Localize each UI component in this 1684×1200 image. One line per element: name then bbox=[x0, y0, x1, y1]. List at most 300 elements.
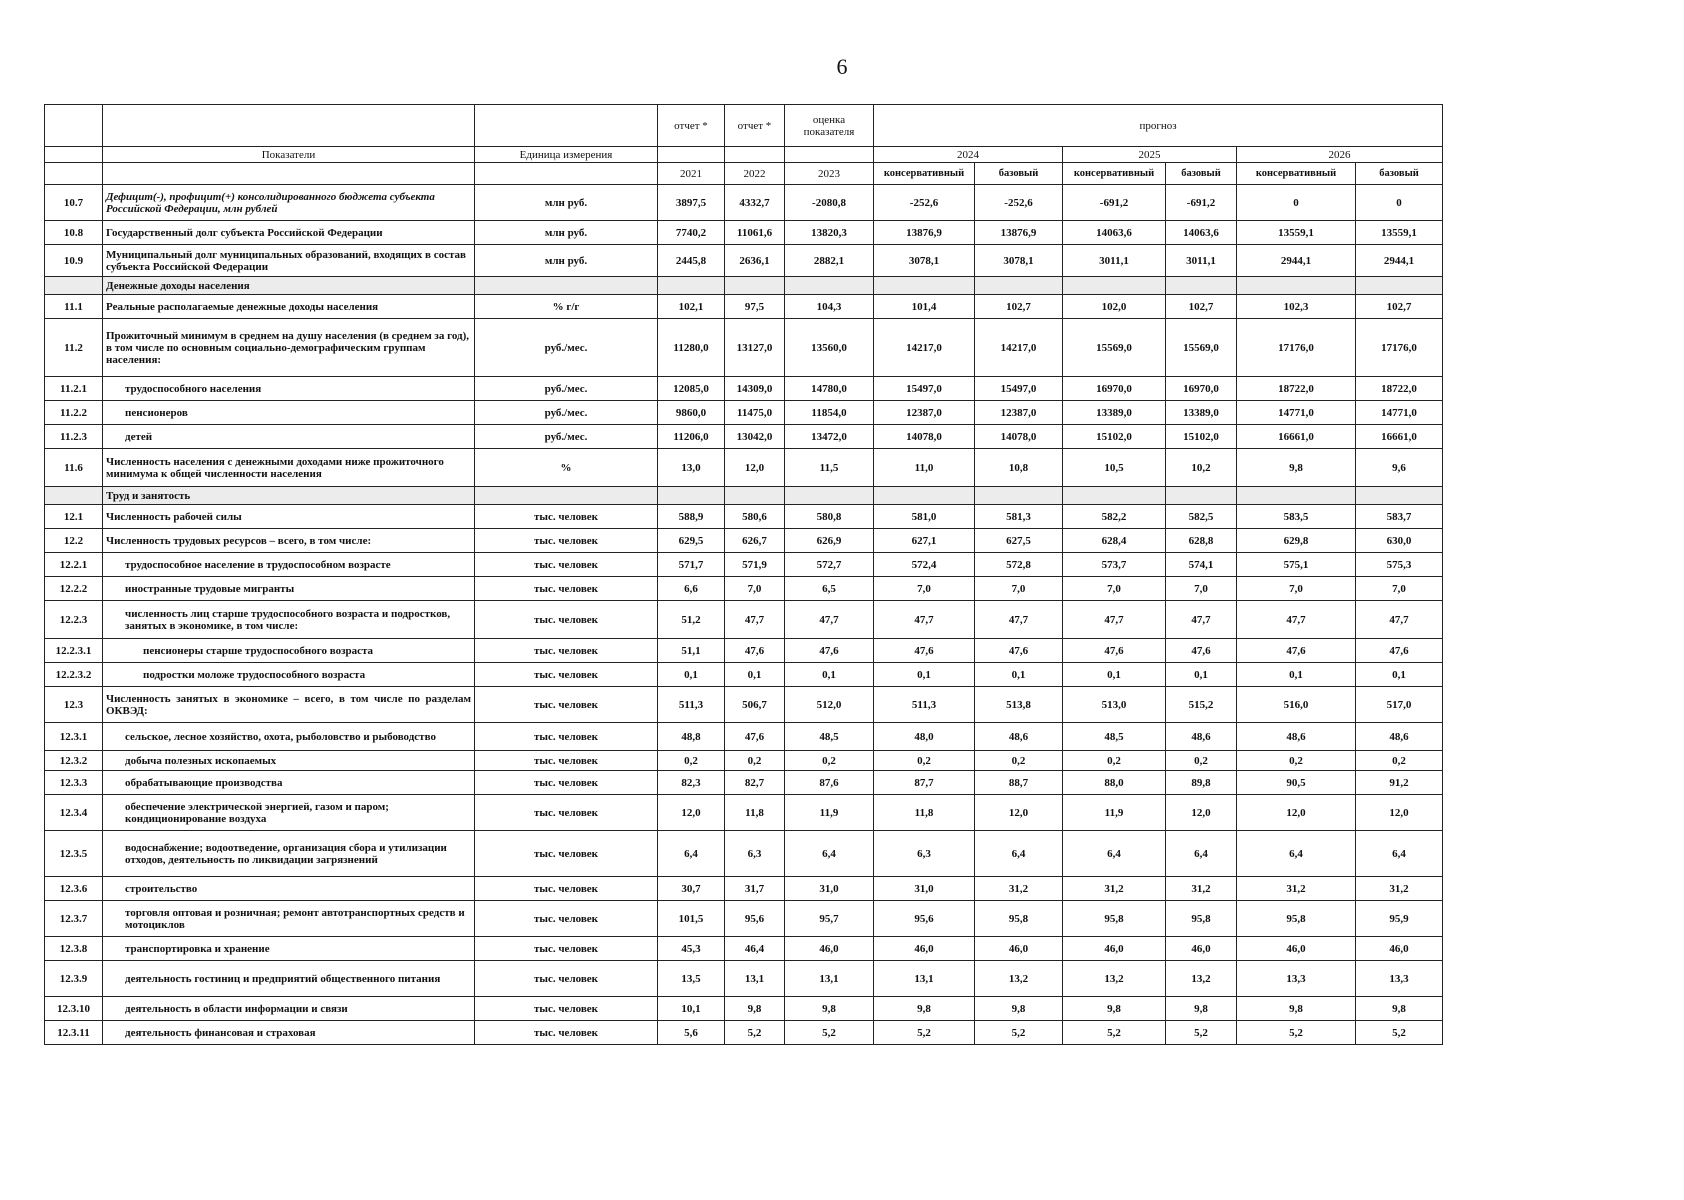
value-cell: 48,6 bbox=[1237, 723, 1356, 751]
value-cell: 10,2 bbox=[1166, 449, 1237, 487]
value-cell: 17176,0 bbox=[1356, 319, 1443, 377]
value-cell: 47,7 bbox=[975, 601, 1063, 639]
value-cell: 95,8 bbox=[975, 901, 1063, 937]
value-cell: 97,5 bbox=[725, 295, 785, 319]
value-cell: 571,9 bbox=[725, 553, 785, 577]
unit-cell: млн руб. bbox=[475, 185, 658, 221]
value-cell: 0,1 bbox=[1237, 663, 1356, 687]
value-cell: 7,0 bbox=[1356, 577, 1443, 601]
header-base-2026: базовый bbox=[1356, 163, 1443, 185]
value-cell: 3078,1 bbox=[874, 245, 975, 277]
value-cell: 7,0 bbox=[1237, 577, 1356, 601]
unit-cell: тыс. человек bbox=[475, 601, 658, 639]
unit-cell: тыс. человек bbox=[475, 771, 658, 795]
value-cell: 31,2 bbox=[1063, 877, 1166, 901]
value-cell: 575,1 bbox=[1237, 553, 1356, 577]
table-row bbox=[45, 245, 1443, 277]
row-code: 10.9 bbox=[45, 245, 103, 277]
unit-cell: тыс. человек bbox=[475, 1021, 658, 1045]
table-row bbox=[45, 553, 1443, 577]
indicator-name: сельское, лесное хозяйство, охота, рыболовство и рыбоводство bbox=[103, 723, 475, 751]
value-cell: 31,2 bbox=[1166, 877, 1237, 901]
value-cell: 48,6 bbox=[1166, 723, 1237, 751]
value-cell: 13,5 bbox=[658, 961, 725, 997]
row-code: 11.1 bbox=[45, 295, 103, 319]
value-cell: 628,4 bbox=[1063, 529, 1166, 553]
value-cell: 47,6 bbox=[1063, 639, 1166, 663]
value-cell: 11206,0 bbox=[658, 425, 725, 449]
value-cell: -252,6 bbox=[874, 185, 975, 221]
value-cell: 13876,9 bbox=[874, 221, 975, 245]
value-cell: 0,2 bbox=[874, 751, 975, 771]
table-row bbox=[45, 663, 1443, 687]
value-cell: 14078,0 bbox=[874, 425, 975, 449]
indicator-name: Реальные располагаемые денежные доходы населения bbox=[103, 295, 475, 319]
unit-cell: руб./мес. bbox=[475, 319, 658, 377]
value-cell: 571,7 bbox=[658, 553, 725, 577]
value-cell: 15569,0 bbox=[1063, 319, 1166, 377]
value-cell: 6,4 bbox=[785, 831, 874, 877]
value-cell: 13,3 bbox=[1356, 961, 1443, 997]
value-cell: 102,7 bbox=[975, 295, 1063, 319]
value-cell: 47,7 bbox=[1063, 601, 1166, 639]
value-cell: 31,0 bbox=[874, 877, 975, 901]
value-cell: 45,3 bbox=[658, 937, 725, 961]
row-code: 10.8 bbox=[45, 221, 103, 245]
row-code: 12.2 bbox=[45, 529, 103, 553]
value-cell: 0,1 bbox=[725, 663, 785, 687]
row-code: 12.2.1 bbox=[45, 553, 103, 577]
value-cell: 581,3 bbox=[975, 505, 1063, 529]
unit-cell: тыс. человек bbox=[475, 577, 658, 601]
value-cell: 629,5 bbox=[658, 529, 725, 553]
value-cell: 95,8 bbox=[1237, 901, 1356, 937]
value-cell: 3897,5 bbox=[658, 185, 725, 221]
indicator-name: Муниципальный долг муниципальных образований, входящих в состав субъекта Российской Федерации bbox=[103, 245, 475, 277]
value-cell: 5,6 bbox=[658, 1021, 725, 1045]
table-row bbox=[45, 1021, 1443, 1045]
value-cell: 13389,0 bbox=[1166, 401, 1237, 425]
indicator-name: водоснабжение; водоотведение, организация сбора и утилизации отходов, деятельность по ликвидации загрязнений bbox=[103, 831, 475, 877]
table-row bbox=[45, 529, 1443, 553]
unit-cell: % bbox=[475, 449, 658, 487]
value-cell: 582,2 bbox=[1063, 505, 1166, 529]
value-cell: 0,2 bbox=[785, 751, 874, 771]
table-row bbox=[45, 961, 1443, 997]
value-cell: 629,8 bbox=[1237, 529, 1356, 553]
value-cell: 48,6 bbox=[975, 723, 1063, 751]
header-report-2021: отчет * bbox=[658, 105, 725, 147]
value-cell: 11475,0 bbox=[725, 401, 785, 425]
value-cell: 13,2 bbox=[1063, 961, 1166, 997]
row-code: 12.3 bbox=[45, 687, 103, 723]
indicator-name: деятельность гостиниц и предприятий общественного питания bbox=[103, 961, 475, 997]
header-indicators: Показатели bbox=[103, 147, 475, 163]
value-cell: 102,7 bbox=[1166, 295, 1237, 319]
section-row bbox=[45, 487, 1443, 505]
unit-cell: руб./мес. bbox=[475, 425, 658, 449]
indicator-name: Дефицит(-), профицит(+) консолидированного бюджета субъекта Российской Федерации, млн рублей bbox=[103, 185, 475, 221]
table-row bbox=[45, 221, 1443, 245]
indicator-name: обеспечение электрической энергией, газом и паром; кондиционирование воздуха bbox=[103, 795, 475, 831]
value-cell: 9,8 bbox=[1237, 997, 1356, 1021]
value-cell: 13472,0 bbox=[785, 425, 874, 449]
row-code: 12.2.2 bbox=[45, 577, 103, 601]
value-cell: 46,0 bbox=[975, 937, 1063, 961]
value-cell: 31,2 bbox=[1237, 877, 1356, 901]
indicator-name: иностранные трудовые мигранты bbox=[103, 577, 475, 601]
value-cell: 6,4 bbox=[975, 831, 1063, 877]
unit-cell: тыс. человек bbox=[475, 687, 658, 723]
unit-cell: руб./мес. bbox=[475, 377, 658, 401]
value-cell: -252,6 bbox=[975, 185, 1063, 221]
value-cell: 513,8 bbox=[975, 687, 1063, 723]
value-cell: 511,3 bbox=[874, 687, 975, 723]
value-cell: 12085,0 bbox=[658, 377, 725, 401]
value-cell: 9860,0 bbox=[658, 401, 725, 425]
row-code: 10.7 bbox=[45, 185, 103, 221]
indicator-name: численность лиц старше трудоспособного возраста и подростков, занятых в экономике, в том числе: bbox=[103, 601, 475, 639]
row-code: 12.2.3.1 bbox=[45, 639, 103, 663]
value-cell: 0,1 bbox=[785, 663, 874, 687]
value-cell: 11,8 bbox=[725, 795, 785, 831]
value-cell: 15497,0 bbox=[975, 377, 1063, 401]
unit-cell: тыс. человек bbox=[475, 723, 658, 751]
value-cell: 582,5 bbox=[1166, 505, 1237, 529]
header-row-1 bbox=[45, 105, 1443, 147]
table-row bbox=[45, 795, 1443, 831]
value-cell: 14771,0 bbox=[1237, 401, 1356, 425]
header-conservative-2025: консервативный bbox=[1063, 163, 1166, 185]
row-code: 11.2.2 bbox=[45, 401, 103, 425]
value-cell: 47,6 bbox=[975, 639, 1063, 663]
value-cell: 9,8 bbox=[1356, 997, 1443, 1021]
indicator-name: Государственный долг субъекта Российской Федерации bbox=[103, 221, 475, 245]
value-cell: 13,2 bbox=[975, 961, 1063, 997]
value-cell: 9,8 bbox=[1063, 997, 1166, 1021]
table-row bbox=[45, 723, 1443, 751]
value-cell: 9,8 bbox=[725, 997, 785, 1021]
value-cell: 572,7 bbox=[785, 553, 874, 577]
value-cell: 82,7 bbox=[725, 771, 785, 795]
value-cell: 7,0 bbox=[725, 577, 785, 601]
indicator-name: подростки моложе трудоспособного возраста bbox=[103, 663, 475, 687]
value-cell: 5,2 bbox=[1166, 1021, 1237, 1045]
indicator-name: добыча полезных ископаемых bbox=[103, 751, 475, 771]
indicator-name: Прожиточный минимум в среднем на душу населения (в среднем за год), в том числе по основным социально-демографическим группам населения: bbox=[103, 319, 475, 377]
value-cell: 13,3 bbox=[1237, 961, 1356, 997]
indicator-name: транспортировка и хранение bbox=[103, 937, 475, 961]
value-cell: 13127,0 bbox=[725, 319, 785, 377]
value-cell: 580,6 bbox=[725, 505, 785, 529]
value-cell: 0,2 bbox=[1166, 751, 1237, 771]
value-cell: 11854,0 bbox=[785, 401, 874, 425]
value-cell: 87,6 bbox=[785, 771, 874, 795]
row-code: 12.3.7 bbox=[45, 901, 103, 937]
table-row bbox=[45, 377, 1443, 401]
value-cell: 47,7 bbox=[1166, 601, 1237, 639]
table-row bbox=[45, 639, 1443, 663]
value-cell: 51,2 bbox=[658, 601, 725, 639]
unit-cell: тыс. человек bbox=[475, 639, 658, 663]
header-forecast: прогноз bbox=[874, 105, 1443, 147]
value-cell: 14217,0 bbox=[874, 319, 975, 377]
unit-cell: тыс. человек bbox=[475, 901, 658, 937]
value-cell: 46,0 bbox=[1237, 937, 1356, 961]
indicator-name: детей bbox=[103, 425, 475, 449]
row-code: 12.2.3 bbox=[45, 601, 103, 639]
value-cell: 47,7 bbox=[1237, 601, 1356, 639]
indicator-name: деятельность финансовая и страховая bbox=[103, 1021, 475, 1045]
value-cell: 0,2 bbox=[725, 751, 785, 771]
value-cell: 102,7 bbox=[1356, 295, 1443, 319]
value-cell: 51,1 bbox=[658, 639, 725, 663]
value-cell: 516,0 bbox=[1237, 687, 1356, 723]
row-code: 12.3.3 bbox=[45, 771, 103, 795]
value-cell: 7,0 bbox=[1166, 577, 1237, 601]
unit-cell: тыс. человек bbox=[475, 877, 658, 901]
value-cell: 46,0 bbox=[785, 937, 874, 961]
table-row bbox=[45, 319, 1443, 377]
unit-cell: млн руб. bbox=[475, 245, 658, 277]
value-cell: 101,4 bbox=[874, 295, 975, 319]
value-cell: 46,0 bbox=[1063, 937, 1166, 961]
row-code: 12.3.8 bbox=[45, 937, 103, 961]
row-code: 12.3.6 bbox=[45, 877, 103, 901]
value-cell: 627,1 bbox=[874, 529, 975, 553]
value-cell: 47,6 bbox=[1166, 639, 1237, 663]
value-cell: 91,2 bbox=[1356, 771, 1443, 795]
value-cell: 31,0 bbox=[785, 877, 874, 901]
unit-cell: руб./мес. bbox=[475, 401, 658, 425]
value-cell: 13042,0 bbox=[725, 425, 785, 449]
value-cell: 0 bbox=[1237, 185, 1356, 221]
value-cell: 506,7 bbox=[725, 687, 785, 723]
value-cell: 15497,0 bbox=[874, 377, 975, 401]
value-cell: 5,2 bbox=[1356, 1021, 1443, 1045]
value-cell: 90,5 bbox=[1237, 771, 1356, 795]
value-cell: 0,2 bbox=[658, 751, 725, 771]
value-cell: 573,7 bbox=[1063, 553, 1166, 577]
unit-cell: % г/г bbox=[475, 295, 658, 319]
value-cell: 13559,1 bbox=[1237, 221, 1356, 245]
value-cell: 14078,0 bbox=[975, 425, 1063, 449]
table-row bbox=[45, 937, 1443, 961]
value-cell: 5,2 bbox=[1063, 1021, 1166, 1045]
table-row bbox=[45, 401, 1443, 425]
table-row bbox=[45, 901, 1443, 937]
value-cell: 15569,0 bbox=[1166, 319, 1237, 377]
value-cell: 2636,1 bbox=[725, 245, 785, 277]
unit-cell: тыс. человек bbox=[475, 997, 658, 1021]
value-cell: 5,2 bbox=[1237, 1021, 1356, 1045]
value-cell: 17176,0 bbox=[1237, 319, 1356, 377]
value-cell: 9,8 bbox=[785, 997, 874, 1021]
value-cell: 3011,1 bbox=[1063, 245, 1166, 277]
indicator-name: Численность рабочей силы bbox=[103, 505, 475, 529]
value-cell: 46,0 bbox=[874, 937, 975, 961]
value-cell: 101,5 bbox=[658, 901, 725, 937]
value-cell: 48,8 bbox=[658, 723, 725, 751]
value-cell: 511,3 bbox=[658, 687, 725, 723]
value-cell: 87,7 bbox=[874, 771, 975, 795]
header-estimate: оценка показателя bbox=[785, 105, 874, 147]
row-code: 12.3.5 bbox=[45, 831, 103, 877]
table-row bbox=[45, 425, 1443, 449]
table-row bbox=[45, 751, 1443, 771]
value-cell: 46,0 bbox=[1166, 937, 1237, 961]
value-cell: 13820,3 bbox=[785, 221, 874, 245]
header-row-2 bbox=[45, 147, 1443, 163]
value-cell: 13,1 bbox=[785, 961, 874, 997]
table-row bbox=[45, 771, 1443, 795]
value-cell: 10,5 bbox=[1063, 449, 1166, 487]
row-code: 11.2.3 bbox=[45, 425, 103, 449]
value-cell: 0,1 bbox=[1356, 663, 1443, 687]
header-conservative-2026: консервативный bbox=[1237, 163, 1356, 185]
value-cell: 15102,0 bbox=[1063, 425, 1166, 449]
unit-cell: тыс. человек bbox=[475, 831, 658, 877]
value-cell: 2882,1 bbox=[785, 245, 874, 277]
value-cell: 14063,6 bbox=[1063, 221, 1166, 245]
value-cell: 12,0 bbox=[975, 795, 1063, 831]
section-row bbox=[45, 277, 1443, 295]
value-cell: 630,0 bbox=[1356, 529, 1443, 553]
indicator-name: Численность занятых в экономике – всего, в том числе по разделам ОКВЭД: bbox=[103, 687, 475, 723]
row-code: 12.3.2 bbox=[45, 751, 103, 771]
value-cell: 13876,9 bbox=[975, 221, 1063, 245]
table-row bbox=[45, 687, 1443, 723]
unit-cell: тыс. человек bbox=[475, 505, 658, 529]
value-cell: 89,8 bbox=[1166, 771, 1237, 795]
value-cell: 572,4 bbox=[874, 553, 975, 577]
header-year-2026: 2026 bbox=[1237, 147, 1443, 163]
value-cell: 3078,1 bbox=[975, 245, 1063, 277]
indicator-name: пенсионеров bbox=[103, 401, 475, 425]
value-cell: 47,6 bbox=[874, 639, 975, 663]
value-cell: 47,6 bbox=[1237, 639, 1356, 663]
value-cell: 6,4 bbox=[658, 831, 725, 877]
unit-cell: тыс. человек bbox=[475, 937, 658, 961]
value-cell: 12,0 bbox=[658, 795, 725, 831]
value-cell: 95,9 bbox=[1356, 901, 1443, 937]
value-cell: 14771,0 bbox=[1356, 401, 1443, 425]
value-cell: 572,8 bbox=[975, 553, 1063, 577]
value-cell: 0 bbox=[1356, 185, 1443, 221]
value-cell: 0,1 bbox=[1063, 663, 1166, 687]
value-cell: 6,4 bbox=[1063, 831, 1166, 877]
value-cell: 575,3 bbox=[1356, 553, 1443, 577]
value-cell: 48,5 bbox=[1063, 723, 1166, 751]
table-row bbox=[45, 295, 1443, 319]
value-cell: 9,8 bbox=[1166, 997, 1237, 1021]
value-cell: 7,0 bbox=[1063, 577, 1166, 601]
value-cell: 5,2 bbox=[785, 1021, 874, 1045]
value-cell: 512,0 bbox=[785, 687, 874, 723]
value-cell: 6,5 bbox=[785, 577, 874, 601]
value-cell: 627,5 bbox=[975, 529, 1063, 553]
value-cell: 6,3 bbox=[874, 831, 975, 877]
header-year-2024: 2024 bbox=[874, 147, 1063, 163]
value-cell: 626,9 bbox=[785, 529, 874, 553]
value-cell: 517,0 bbox=[1356, 687, 1443, 723]
value-cell: 513,0 bbox=[1063, 687, 1166, 723]
header-row-3 bbox=[45, 163, 1443, 185]
row-code: 11.2.1 bbox=[45, 377, 103, 401]
unit-cell: млн руб. bbox=[475, 221, 658, 245]
value-cell: 16970,0 bbox=[1063, 377, 1166, 401]
indicator-name: пенсионеры старше трудоспособного возраста bbox=[103, 639, 475, 663]
value-cell: 10,8 bbox=[975, 449, 1063, 487]
value-cell: 9,8 bbox=[1237, 449, 1356, 487]
value-cell: 6,4 bbox=[1237, 831, 1356, 877]
value-cell: 48,5 bbox=[785, 723, 874, 751]
value-cell: 13559,1 bbox=[1356, 221, 1443, 245]
value-cell: 12,0 bbox=[1237, 795, 1356, 831]
value-cell: 18722,0 bbox=[1356, 377, 1443, 401]
value-cell: 95,8 bbox=[1063, 901, 1166, 937]
value-cell: 9,6 bbox=[1356, 449, 1443, 487]
indicator-name: Численность населения с денежными доходами ниже прожиточного минимума к общей численности населения bbox=[103, 449, 475, 487]
value-cell: 2944,1 bbox=[1237, 245, 1356, 277]
header-unit: Единица измерения bbox=[475, 147, 658, 163]
value-cell: 46,0 bbox=[1356, 937, 1443, 961]
row-code: 12.3.4 bbox=[45, 795, 103, 831]
header-base-2025: базовый bbox=[1166, 163, 1237, 185]
value-cell: 47,6 bbox=[725, 639, 785, 663]
indicator-name: деятельность в области информации и связи bbox=[103, 997, 475, 1021]
header-report-2022: отчет * bbox=[725, 105, 785, 147]
value-cell: 31,2 bbox=[1356, 877, 1443, 901]
value-cell: 14309,0 bbox=[725, 377, 785, 401]
row-code: 12.3.1 bbox=[45, 723, 103, 751]
value-cell: 102,3 bbox=[1237, 295, 1356, 319]
value-cell: 13,1 bbox=[725, 961, 785, 997]
value-cell: 0,1 bbox=[1166, 663, 1237, 687]
unit-cell: тыс. человек bbox=[475, 663, 658, 687]
table-row bbox=[45, 185, 1443, 221]
value-cell: 88,0 bbox=[1063, 771, 1166, 795]
value-cell: -691,2 bbox=[1063, 185, 1166, 221]
value-cell: 0,2 bbox=[1356, 751, 1443, 771]
value-cell: 5,2 bbox=[874, 1021, 975, 1045]
row-code: 11.2 bbox=[45, 319, 103, 377]
table-row bbox=[45, 877, 1443, 901]
page-number: 6 bbox=[836, 54, 848, 79]
unit-cell: тыс. человек bbox=[475, 795, 658, 831]
value-cell: 7,0 bbox=[975, 577, 1063, 601]
value-cell: 11061,6 bbox=[725, 221, 785, 245]
indicator-name: трудоспособного населения bbox=[103, 377, 475, 401]
value-cell: 626,7 bbox=[725, 529, 785, 553]
value-cell: 515,2 bbox=[1166, 687, 1237, 723]
value-cell: 12,0 bbox=[1166, 795, 1237, 831]
value-cell: 0,2 bbox=[1063, 751, 1166, 771]
value-cell: 31,2 bbox=[975, 877, 1063, 901]
value-cell: 6,6 bbox=[658, 577, 725, 601]
table-row bbox=[45, 577, 1443, 601]
value-cell: 16661,0 bbox=[1237, 425, 1356, 449]
row-code: 12.1 bbox=[45, 505, 103, 529]
value-cell: 47,7 bbox=[1356, 601, 1443, 639]
value-cell: 47,7 bbox=[725, 601, 785, 639]
value-cell: 47,7 bbox=[785, 601, 874, 639]
value-cell: 95,6 bbox=[874, 901, 975, 937]
value-cell: 15102,0 bbox=[1166, 425, 1237, 449]
value-cell: -691,2 bbox=[1166, 185, 1237, 221]
value-cell: 95,8 bbox=[1166, 901, 1237, 937]
unit-cell: тыс. человек bbox=[475, 553, 658, 577]
